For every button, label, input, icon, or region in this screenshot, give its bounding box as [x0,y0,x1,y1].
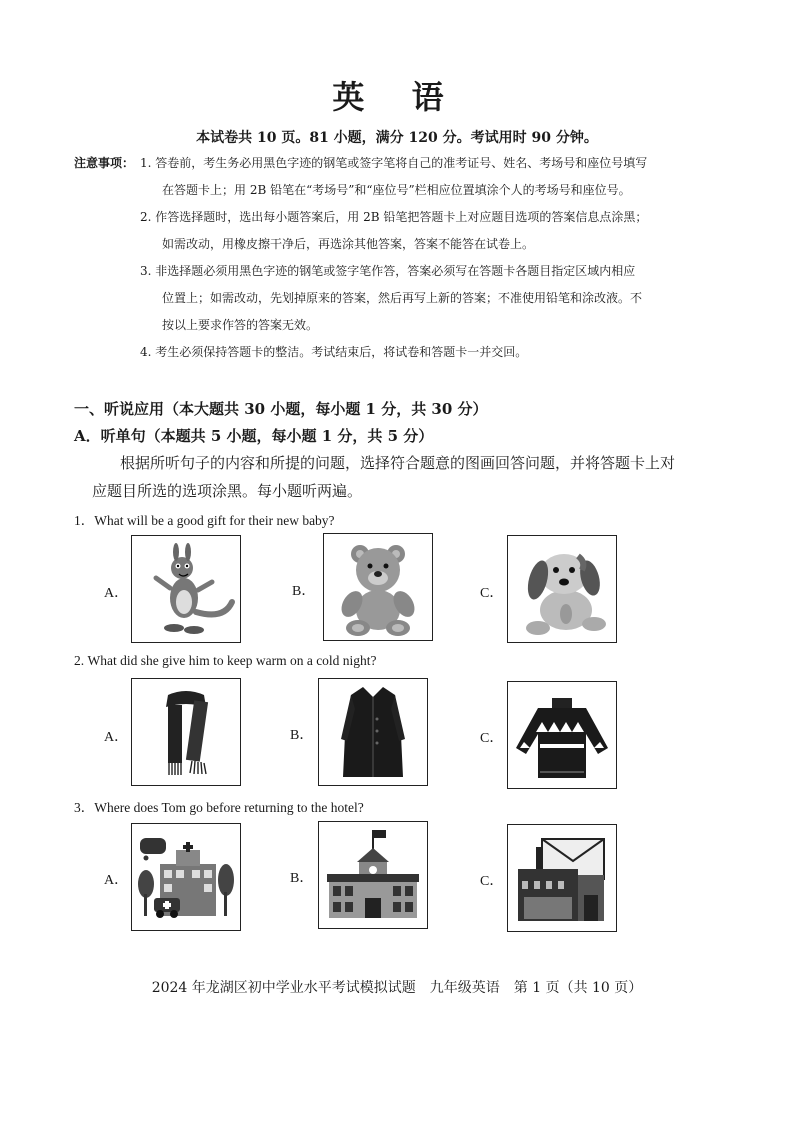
question-2 [74,653,377,669]
question-text: What will be a good gift for their new baby? [94,513,335,528]
post-office-icon [507,824,617,932]
option-label: B． [290,728,314,743]
note-line: 按以上要求作答的答案无效。 [162,318,319,332]
question-3 [74,796,364,816]
sweater-icon [507,681,617,789]
option-label: A． [104,730,129,745]
question-1 [74,509,335,529]
notes-label: 注意事项： [74,156,135,170]
question-number: 2. [74,653,85,668]
note-line: 1. 答卷前，考生务必用黑色字迹的钢笔或签字笔将自己的准考证号、姓名、考场号和座位号填写 [140,156,648,170]
school-icon [318,821,428,929]
question-number: 3． [74,800,95,815]
option-label: B． [290,871,314,886]
note-line: 位置上；如需改动，先划掉原来的答案，然后再写上新的答案；不准使用铅笔和涂改液。不 [162,291,643,305]
note-line: 3. 非选择题必须用黑色字迹的钢笔或签字笔作答，答案必须写在答题卡各题目指定区域内相应 [140,264,636,278]
question-text: Where does Tom go before returning to the hotel? [94,800,364,815]
question-text: What did she give him to keep warm on a cold night? [87,653,377,668]
page-footer: 2024 年龙湖区初中学业水平考试模拟试题 九年级英语 第 1 页（共 10 页） [151,980,643,996]
part-a-title: A．听单句（本题共 5 小题，每小题 1 分，共 5 分） [74,427,434,445]
hospital-icon [131,823,241,931]
option-label: C． [480,731,504,746]
instructions-line: 应题目所选的选项涂黑。每小题听两遍。 [92,482,363,500]
exam-title: 英 语 [332,78,462,116]
option-label: C． [480,874,504,889]
option-label: A． [104,586,129,601]
note-line: 在答题卡上；用 2B 铅笔在“考场号”和“座位号”栏相应位置填涂个人的考场号和座位号。 [162,183,631,197]
scarf-icon [131,678,241,786]
teddy-bear-icon [323,533,433,641]
coat-icon [318,678,428,786]
option-label: B． [292,584,316,599]
section-title: 一、听说应用（本大题共 30 小题，每小题 1 分，共 30 分） [74,400,488,418]
note-line: 4. 考生必须保持答题卡的整洁。考试结束后，将试卷和答题卡一并交回。 [140,345,528,359]
exam-subtitle: 本试卷共 10 页。81 小题，满分 120 分。考试用时 90 分钟。 [196,130,598,146]
note-line: 2. 作答选择题时，选出每小题答案后，用 2B 铅笔把答题卡上对应题目选项的答案信息点涂黑； [140,210,648,224]
note-line: 如需改动，用橡皮擦干净后，再选涂其他答案，答案不能答在试卷上。 [162,237,535,251]
option-label: A． [104,873,129,888]
question-number: 1． [74,513,95,528]
kangaroo-toy-icon [131,535,241,643]
option-label: C． [480,586,504,601]
instructions-line: 根据所听句子的内容和所提的问题，选择符合题意的图画回答问题，并将答题卡上对 [120,454,676,472]
toy-dog-icon [507,535,617,643]
